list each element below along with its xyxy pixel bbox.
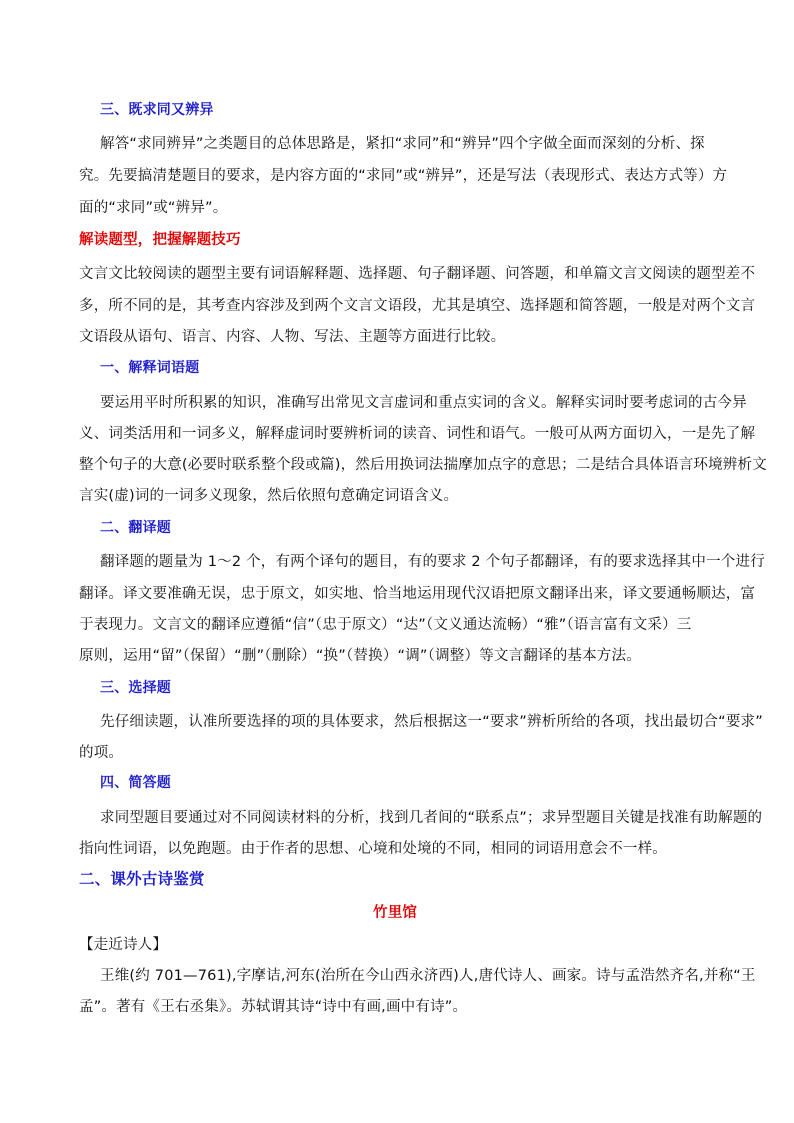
paragraph-line: 要运用平时所积累的知识，准确写出常见文言虚词和重点实词的含义。解释实词时要考虑词的古今异 bbox=[100, 395, 747, 411]
paragraph-line: 指向性词语，以免跑题。由于作者的思想、心境和处境的不同，相同的词语用意会不一样。 bbox=[79, 841, 667, 857]
paragraph-line: 整个句子的大意(必要时联系整个段或篇)，然后用换词法揣摩加点字的意思；二是结合具体语言环境辨析文 bbox=[79, 457, 767, 473]
paragraph-line: 求同型题目要通过对不同阅读材料的分析，找到几者间的“联系点”；求异型题目关键是找准有助解题的 bbox=[100, 810, 763, 826]
paragraph-line: 言实(虚)词的一词多义现象，然后依照句意确定词语含义。 bbox=[79, 488, 459, 504]
paragraph-line: 文语段从语句、语言、内容、人物、写法、主题等方面进行比较。 bbox=[79, 329, 506, 345]
heading-question-types: 解读题型，把握解题技巧 bbox=[79, 232, 241, 248]
paragraph-line: 的项。 bbox=[79, 745, 124, 761]
paragraph-line: 文言文比较阅读的题型主要有词语解释题、选择题、句子翻译题、问答题，和单篇文言文阅读的题型差不 bbox=[79, 266, 756, 282]
heading-word-explanation: 一、解释词语题 bbox=[100, 360, 200, 376]
paragraph-line: 解答“求同辨异”之类题目的总体思路是，紧扣“求同”和“辨异”四个字做全面而深刻的分析、探 bbox=[100, 136, 705, 152]
paragraph-line: 原则，运用“留”（保留）“删”（删除）“换”（替换）“调”（调整）等文言翻译的基本方法。 bbox=[79, 648, 641, 664]
paragraph-line: 孟”。著有《王右丞集》。苏轼谓其诗“诗中有画,画中有诗”。 bbox=[79, 999, 468, 1015]
heading-translation: 二、翻译题 bbox=[100, 520, 171, 536]
paragraph-line: 翻译题的题量为 1～2 个，有两个译句的题目，有的要求 2 个句子都翻译，有的要求选择其中一个进行 bbox=[100, 554, 765, 570]
heading-choice: 三、选择题 bbox=[100, 680, 171, 696]
heading-poetry-appreciation: 二、课外古诗鉴赏 bbox=[79, 870, 205, 888]
paragraph-line: 义、词类活用和一词多义，解释虚词时要辨析词的读音、词性和语气。一般可从两方面切入，一是先了解 bbox=[79, 426, 756, 442]
paragraph-line: 多，所不同的是，其考查内容涉及到两个文言文语段，尤其是填空、选择题和简答题，一般是对两个文言 bbox=[79, 298, 756, 314]
paragraph-line: 究。先要搞清楚题目的要求，是内容方面的“求同”或“辨异”，还是写法（表现形式、表达方式等）方 bbox=[79, 168, 728, 184]
label-poet-intro: 【走近诗人】 bbox=[79, 937, 168, 953]
paragraph-line: 王维(约 701—761),字摩诘,河东(治所在今山西永济西)人,唐代诗人、画家。诗与孟浩然齐名,并称“王 bbox=[100, 968, 756, 984]
paragraph-line: 翻译。译文要准确无误，忠于原文，如实地、恰当地运用现代汉语把原文翻译出来，译文要通畅顺达，富 bbox=[79, 586, 756, 602]
paragraph-line: 于表现力。文言文的翻译应遵循“信”（忠于原文）“达”（文义通达流畅）“雅”（语言富有文采）三 bbox=[79, 617, 692, 633]
paragraph-line: 先仔细读题，认准所要选择的项的具体要求，然后根据这一“要求”辨析所给的各项，找出最切合“要求” bbox=[100, 714, 763, 730]
poem-title: 竹里馆 bbox=[373, 905, 418, 921]
paragraph-line: 面的“求同”或“辨异”。 bbox=[79, 200, 228, 216]
heading-short-answer: 四、简答题 bbox=[100, 775, 171, 791]
heading-seek-same-and-diff: 三、既求同又辨异 bbox=[100, 102, 214, 118]
